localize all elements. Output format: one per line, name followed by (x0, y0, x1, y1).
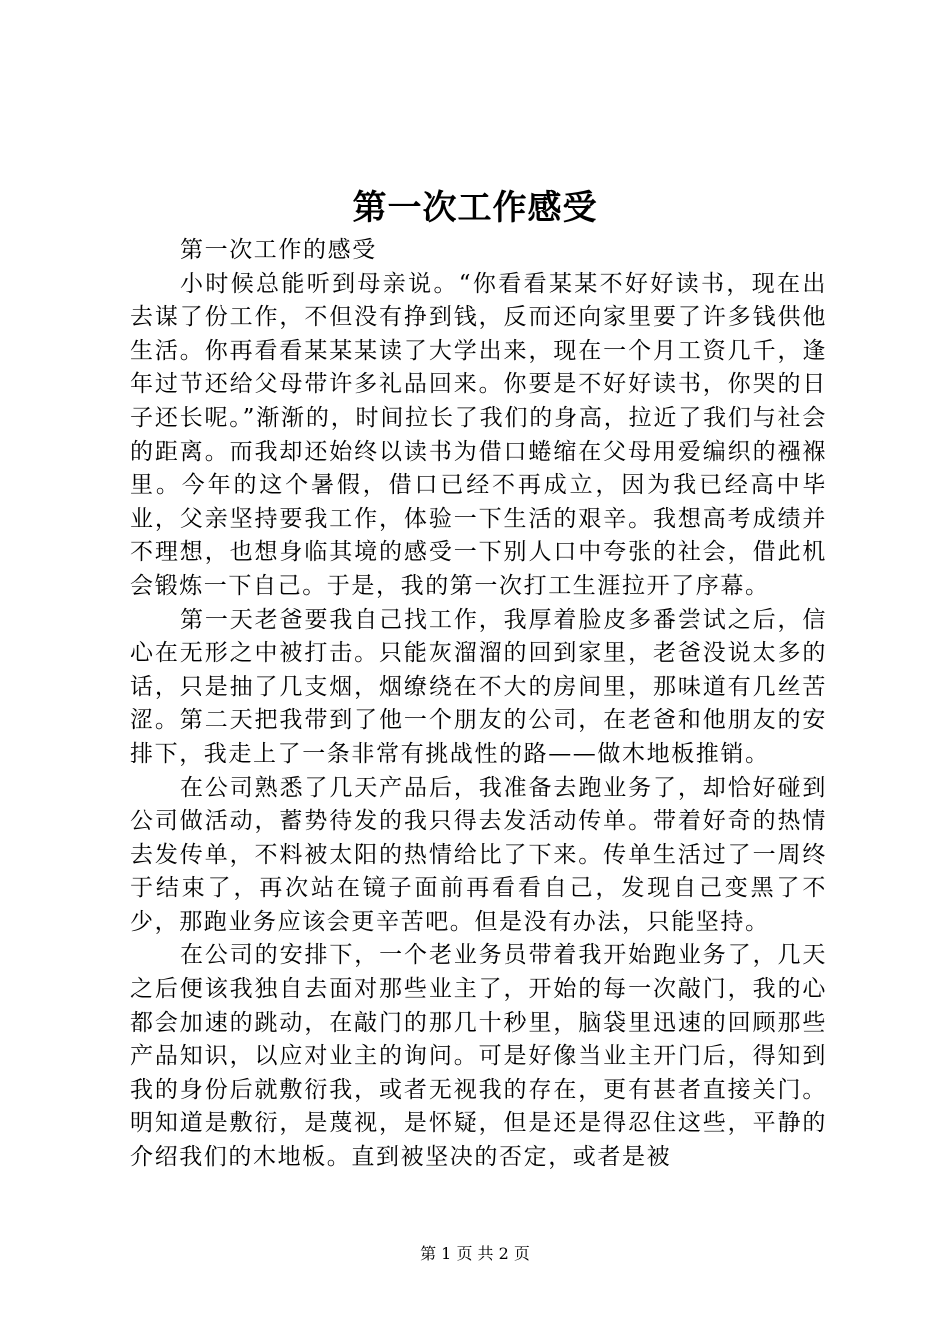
page-footer: 第 1 页 共 2 页 (420, 1244, 530, 1263)
document-title: 第一次工作感受 (352, 188, 598, 228)
subtitle-paragraph: 第一次工作的感受 (180, 237, 377, 263)
body-paragraph: 在公司熟悉了几天产品后，我准备去跑业务了，却恰好碰到公司做活动，蓄势待发的我只得去发活动传单。带着好奇的热情去发传单，不料被太阳的热情给比了下来。传单生活过了一周终于结束了，再次站在镜子面前再看看自己，发现自己变黑了不少，那跑业务应该会更辛苦吧。但是没有办法，只能坚持。 (130, 774, 827, 935)
document-body (130, 234, 827, 1175)
body-paragraph: 小时候总能听到母亲说。“你看看某某不好好读书，现在出去谋了份工作，不但没有挣到钱，反而还向家里要了许多钱供他生活。你再看看某某某读了大学出来，现在一个月工资几千，逢年过节还给父母带许多礼品回来。你要是不好好读书，你哭的日子还长呢。”渐渐的，时间拉长了我们的身高，拉近了我们与社会的距离。而我却还始终以读书为借口蜷缩在父母用爱编织的襁褓里。今年的这个暑假，借口已经不再成立，因为我已经高中毕业，父亲坚持要我工作，体验一下生活的艰辛。我想高考成绩并不理想，也想身临其境的感受一下别人口中夸张的社会，借此机会锻炼一下自己。于是，我的第一次打工生涯拉开了序幕。 (130, 270, 827, 599)
body-paragraph: 第一天老爸要我自己找工作，我厚着脸皮多番尝试之后，信心在无形之中被打击。只能灰溜溜的回到家里，老爸没说太多的话，只是抽了几支烟，烟缭绕在不大的房间里，那味道有几丝苦涩。第二天把我带到了他一个朋友的公司，在老爸和他朋友的安排下，我走上了一条非常有挑战性的路——做木地板推销。 (130, 606, 827, 767)
body-paragraph: 在公司的安排下，一个老业务员带着我开始跑业务了，几天之后便该我独自去面对那些业主了，开始的每一次敲门，我的心都会加速的跳动，在敲门的那几十秒里，脑袋里迅速的回顾那些产品知识，以应对业主的询问。可是好像当业主开门后，得知到我的身份后就敷衍我，或者无视我的存在，更有甚者直接关门。明知道是敷衍，是蔑视，是怀疑，但是还是得忍住这些，平静的介绍我们的木地板。直到被坚决的否定，或者是被 (130, 942, 827, 1171)
